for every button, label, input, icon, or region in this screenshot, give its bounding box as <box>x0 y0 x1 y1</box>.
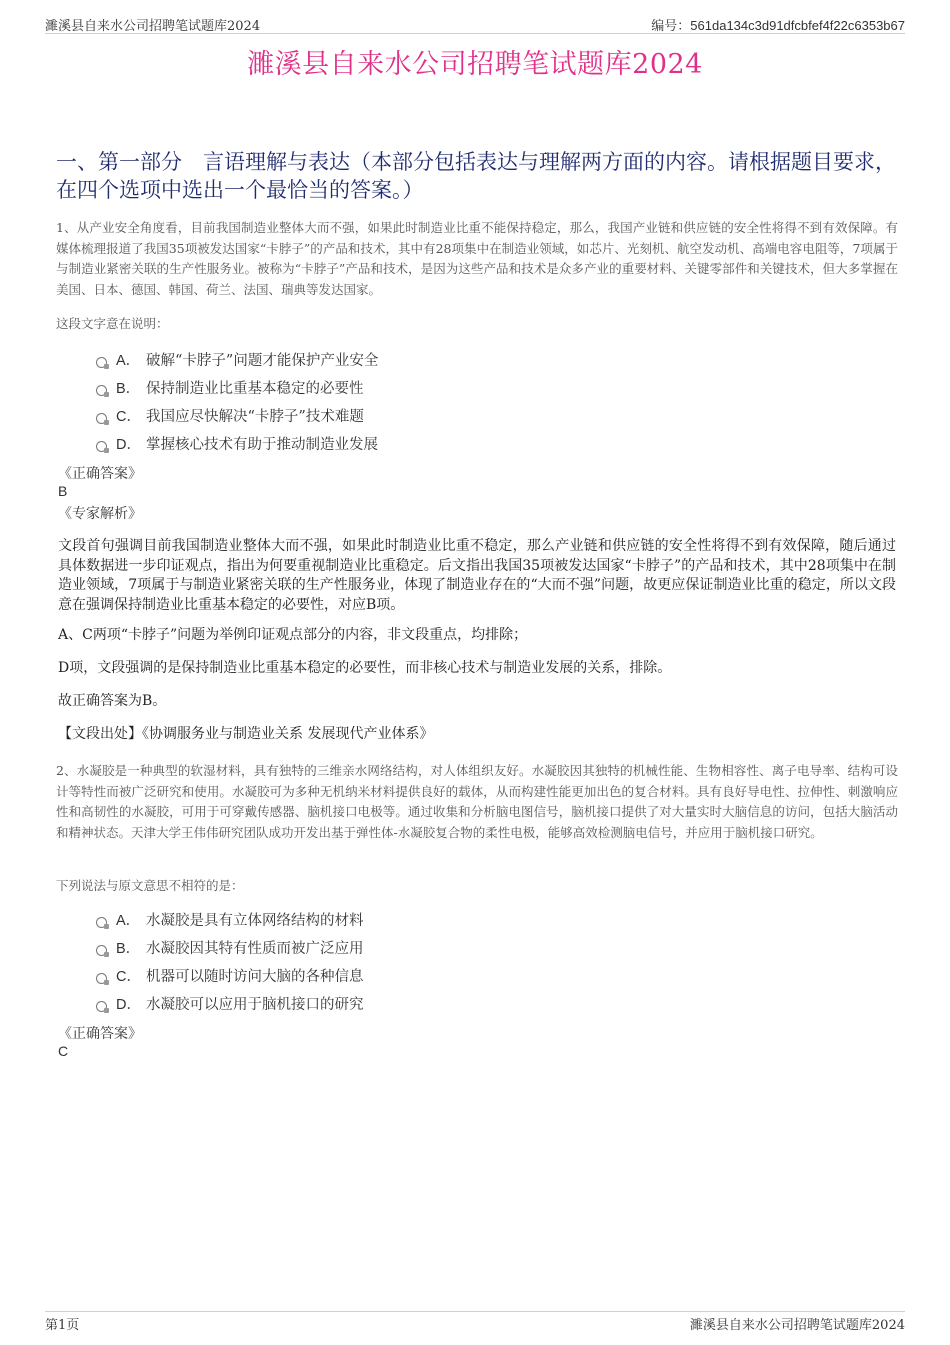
option-text: 保持制造业比重基本稳定的必要性 <box>146 381 364 397</box>
question-1-answer-label: 《正确答案》 <box>58 466 142 482</box>
option-text: 掌握核心技术有助于推动制造业发展 <box>146 437 378 453</box>
question-1-option-a[interactable] <box>96 349 378 370</box>
question-1-answer: B <box>58 483 68 499</box>
header-divider <box>45 33 905 34</box>
analysis-paragraph: D项，文段强调的是保持制造业比重基本稳定的必要性，而非核心技术与制造业发展的关系，排除。 <box>58 660 672 676</box>
question-1-analysis-label: 《专家解析》 <box>58 506 142 522</box>
option-text: 水凝胶可以应用于脑机接口的研究 <box>146 997 364 1013</box>
question-2-option-d[interactable] <box>96 993 364 1014</box>
page-title: 濉溪县自来水公司招聘笔试题库2024 <box>247 49 703 80</box>
question-2-answer: C <box>58 1043 69 1059</box>
header-code-label: 编号： <box>651 19 691 34</box>
radio-icon[interactable] <box>96 917 107 928</box>
question-2-prompt: 下列说法与原文意思不相符的是： <box>56 878 244 893</box>
option-text: 我国应尽快解决“卡脖子”技术难题 <box>146 409 364 425</box>
option-letter: A． <box>116 913 141 929</box>
option-letter: D． <box>116 997 141 1013</box>
question-1-stem: 1、从产业安全角度看，目前我国制造业整体大而不强，如果此时制造业比重不能保持稳定，那么，我国产业链和供应链的安全性将得不到有效保障。有媒体梳理报道了我国35项被发达国家“卡脖子”的产品和技术，其中有28项集中在制造业领域，如芯片、光刻机、航空发动机、高端电容电阻等，7项属于与制造业紧密关联的生产性服务业。被称为“卡脖子”产品和技术，是因为这些产品和技术是众多产业的重要材料、关键零部件和关键技术，但大多掌握在美国、日本、德国、韩国、荷兰、法国、瑞典等发达国家。 <box>56 220 898 297</box>
option-letter: A． <box>116 353 141 369</box>
question-1-prompt: 这段文字意在说明： <box>56 316 169 331</box>
radio-icon[interactable] <box>96 385 107 396</box>
option-text: 水凝胶是具有立体网络结构的材料 <box>146 913 364 929</box>
question-2-option-a[interactable] <box>96 909 364 930</box>
radio-icon[interactable] <box>96 413 107 424</box>
question-1-option-d[interactable] <box>96 433 378 454</box>
footer-doc-title: 濉溪县自来水公司招聘笔试题库2024 <box>689 1318 905 1333</box>
option-text: 机器可以随时访问大脑的各种信息 <box>146 969 364 985</box>
option-letter: B． <box>116 941 141 957</box>
option-letter: C． <box>116 409 141 425</box>
footer-page-number: 第1页 <box>45 1318 80 1333</box>
radio-icon[interactable] <box>96 1001 107 1012</box>
option-letter: C． <box>116 969 141 985</box>
header-doc-code <box>651 15 905 34</box>
radio-icon[interactable] <box>96 973 107 984</box>
option-letter: B． <box>116 381 141 397</box>
radio-icon[interactable] <box>96 945 107 956</box>
question-2-answer-label: 《正确答案》 <box>58 1026 142 1042</box>
question-2-option-b[interactable] <box>96 937 364 958</box>
question-2-stem: 2、水凝胶是一种典型的软湿材料，具有独特的三维亲水网络结构，对人体组织友好。水凝胶因其独特的机械性能、生物相容性、离子电导率、结构可设计等特性而被广泛研究和使用。水凝胶可为多种无机纳米材料提供良好的载体，从而构建性能更加出色的复合材料。具有良好导电性、拉伸性、刺激响应性和高韧性的水凝胶，可用于可穿戴传感器、脑机接口电极等。通过收集和分析脑电图信号，脑机接口提供了对大量实时大脑信息的访问，包括大脑活动和精神状态。天津大学王伟伟研究团队成功开发出基于弹性体-水凝胶复合物的柔性电极，能够高效检测脑电信号，并应用于脑机接口研究。 <box>56 763 898 840</box>
radio-icon[interactable] <box>96 441 107 452</box>
analysis-paragraph: 文段首句强调目前我国制造业整体大而不强，如果此时制造业比重不稳定，那么产业链和供应链的安全性将得不到有效保障，随后通过具体数据进一步印证观点，指出为何要重视制造业比重稳定。后文指出我国35项被发达国家“卡脖子”的产品和技术，其中28项集中在制造业领域，7项属于与制造业紧密关联的生产性服务业，体现了制造业存在的“大而不强”问题，故更应保证制造业比重的稳定，所以文段意在强调保持制造业比重基本稳定的必要性，对应B项。 <box>58 538 896 613</box>
analysis-paragraph: 故正确答案为B。 <box>58 693 167 709</box>
section-heading: 一、第一部分 言语理解与表达（本部分包括表达与理解两方面的内容。请根据题目要求，在四个选项中选出一个最恰当的答案。） <box>56 150 896 202</box>
footer-divider <box>45 1311 905 1312</box>
analysis-paragraph: A、C两项“卡脖子”问题为举例印证观点部分的内容，非文段重点，均排除； <box>58 627 528 643</box>
question-1-option-c[interactable] <box>96 405 364 426</box>
option-text: 水凝胶因其特有性质而被广泛应用 <box>146 941 364 957</box>
question-1-option-b[interactable] <box>96 377 364 398</box>
header-code-value: 561da134c3d91dfcbfef4f22c6353b67 <box>690 18 905 33</box>
header-doc-title: 濉溪县自来水公司招聘笔试题库2024 <box>45 19 261 34</box>
question-2-option-c[interactable] <box>96 965 364 986</box>
analysis-source: 【文段出处】《协调服务业与制造业关系 发展现代产业体系》 <box>58 726 434 742</box>
radio-icon[interactable] <box>96 357 107 368</box>
option-letter: D． <box>116 437 141 453</box>
option-text: 破解“卡脖子”问题才能保护产业安全 <box>146 353 379 369</box>
